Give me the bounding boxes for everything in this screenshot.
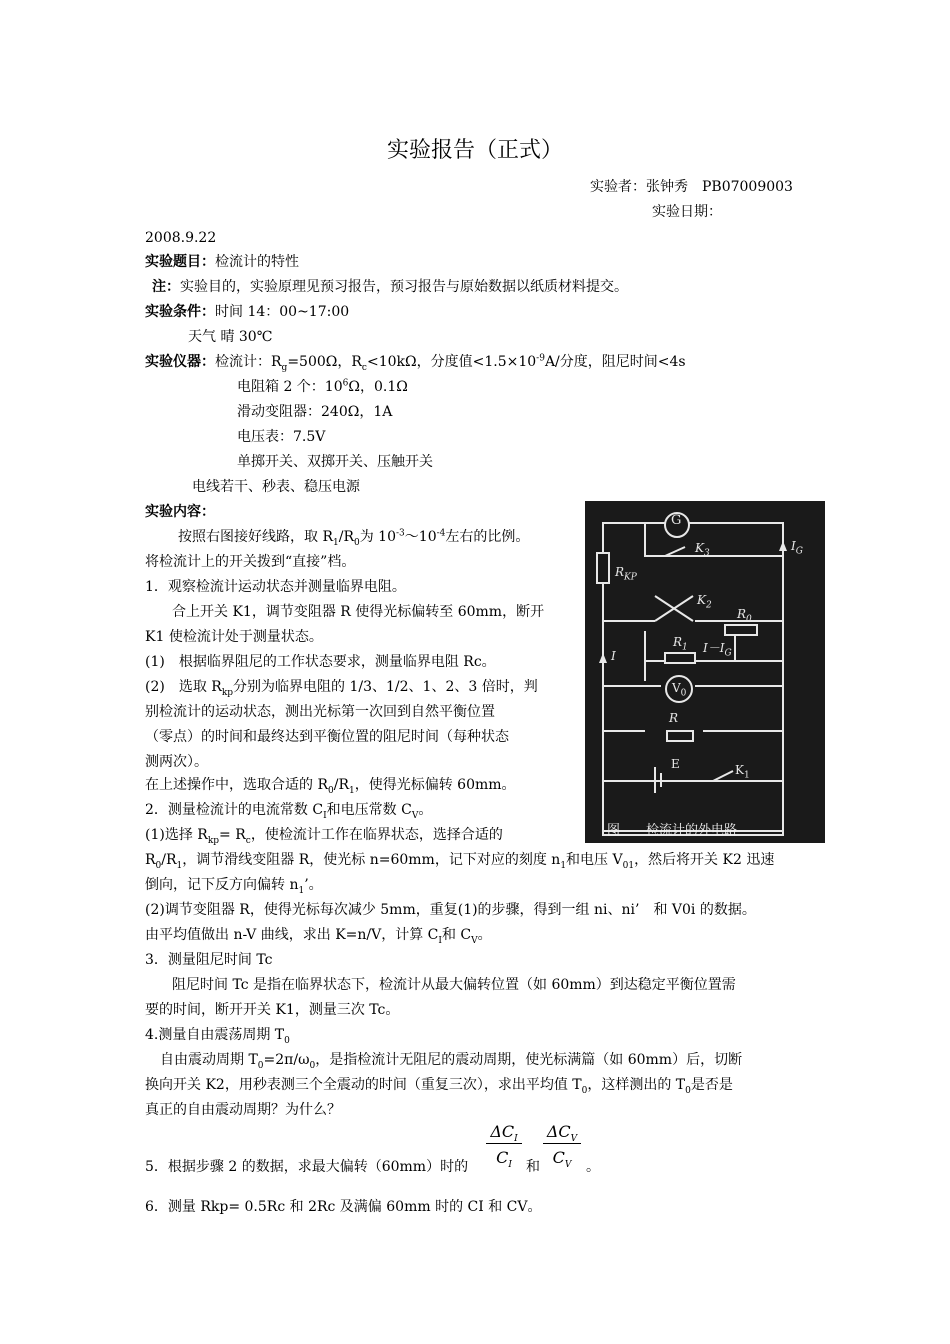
s2-title-subI: I [323, 810, 327, 821]
s1-2a [145, 677, 538, 697]
galv-sub-g: g [281, 362, 288, 373]
switches: 单掷开关、双掷开关、压触开关 [237, 454, 433, 470]
s2-1-subn1: 1 [560, 860, 567, 871]
s2-1g: 和电压 V [566, 852, 623, 868]
s1-title: 1．观察检流计运动状态并测量临界电阻。 [145, 579, 406, 595]
subject-line [145, 252, 299, 272]
s4-p1c: ，是指检流计无阻尼的震动周期，使光标满篇（如 60mm）后，切断 [315, 1052, 743, 1068]
frac1-den-text: C [496, 1148, 509, 1167]
rkp-resistor [597, 553, 609, 583]
intro1-exp3: -3 [396, 528, 405, 539]
label-k3-text: K [695, 541, 704, 555]
s2-title-subV: V [411, 810, 419, 821]
misc: 电线若干、秒表、稳压电源 [192, 479, 360, 495]
circuit-figure [585, 501, 825, 843]
frac2-num [543, 1122, 581, 1144]
instruments-label: 实验仪器： [145, 354, 215, 370]
box-exp: 6 [342, 378, 349, 389]
rheostat: 滑动变阻器：240Ω，1A [237, 404, 393, 420]
s1-2d: （零点）的时间和最终达到平衡位置的阻尼时间（每种状态 [145, 729, 509, 745]
label-i-minus [703, 639, 732, 659]
s1-p2: K1 使检流计处于测量状态。 [145, 629, 323, 645]
s2-title-b: 和电压常数 C [326, 802, 412, 818]
label-ig-text: I [791, 539, 796, 553]
intro1-sub0: 0 [354, 537, 360, 548]
label-k1-sub: 1 [743, 770, 750, 781]
date: 2008.9.22 [145, 230, 217, 246]
label-r0 [737, 607, 752, 625]
s4-title-a: 4.测量自由震荡周期 T [145, 1027, 285, 1043]
s4-p1 [160, 1050, 742, 1070]
s4-p1b: =2π/ω [263, 1052, 310, 1068]
intro1-a: 按照右图接好线路，取 R [178, 529, 333, 545]
s2-1j: ’。 [304, 877, 323, 893]
s1-2c: 别检流计的运动状态，测出光标第一次回到自然平衡位置 [145, 704, 495, 720]
label-ig [791, 539, 803, 557]
i-arrow-icon [599, 653, 607, 663]
s2-1i: 倒向，记下反方向偏转 n [145, 877, 299, 893]
note-line [152, 277, 628, 297]
label-g: G [671, 513, 682, 528]
s1-2a-text: (2) 选取 R [145, 679, 222, 695]
s2-1-line2 [145, 850, 774, 870]
label-ig-sub: G [795, 546, 803, 557]
frac1-den-sub: I [508, 1160, 512, 1171]
s1-2e: 测两次）。 [145, 754, 208, 770]
s2-1c: ，使检流计工作在临界状态，选择合适的 [250, 827, 503, 843]
s2-1-sub0: 0 [155, 860, 162, 871]
s2-1-sub01: 01 [622, 860, 635, 871]
s2-1-sub1: 1 [176, 860, 183, 871]
frac2-den-sub: V [564, 1160, 572, 1171]
content-label: 实验内容： [145, 504, 215, 520]
s2-3 [145, 925, 492, 945]
ig-arrow-icon [779, 541, 787, 551]
conditions-weather: 天气 晴 30℃ [188, 329, 273, 345]
s2-title [145, 800, 432, 820]
s4-p1-sub0b: 0 [309, 1060, 316, 1071]
s1-p: 合上开关 K1，调节变阻器 R 使得光标偏转至 60mm，断开 [172, 604, 545, 620]
intro1-d: ～10 [404, 529, 437, 545]
s4-p2a: 换向开关 K2，用秒表测三个全震动的时间（重复三次），求出平均值 T [145, 1077, 582, 1093]
s4-title [145, 1025, 290, 1045]
s4-p2c: 是否是 [690, 1077, 733, 1093]
voltmeter: 电压表：7.5V [237, 429, 326, 445]
frac2-num-sub: V [570, 1134, 578, 1145]
r0-resistor [725, 625, 757, 635]
intro2: 将检流计上的开关拨到“直接”档。 [145, 554, 356, 570]
label-v0 [672, 681, 687, 699]
s2-1-subkp: kp [207, 835, 220, 846]
label-k3 [695, 541, 710, 559]
label-k2-sub: 2 [705, 600, 712, 611]
frac1-num [486, 1122, 522, 1144]
label-e: E [671, 757, 680, 771]
s4-p2-sub0a: 0 [581, 1085, 588, 1096]
s2-3b: 和 C [441, 927, 472, 943]
label-rkp [615, 565, 637, 583]
s2-3-subI: I [438, 935, 442, 946]
s2-1 [145, 825, 503, 845]
s1-2b: 分别为临界电阻的 1/3、1/2、1、2、3 倍时，判 [233, 679, 538, 695]
s1-3a: 在上述操作中，选取合适的 R [145, 777, 328, 793]
conditions-label: 实验条件： [145, 304, 215, 320]
label-i-minus-text: I－I [703, 641, 725, 655]
note-label: 注： [152, 279, 180, 295]
frac2-num-text: ΔC [546, 1122, 571, 1141]
s5-text: 5．根据步骤 2 的数据，求最大偏转（60mm）时的 [145, 1159, 469, 1175]
label-v0-sub: 0 [680, 688, 687, 699]
s2-1-line3 [145, 875, 323, 895]
s1-2a-sub: kp [221, 687, 234, 698]
s1-3c: ，使得光标偏转 60mm。 [354, 777, 516, 793]
label-k3-sub: 3 [703, 548, 710, 559]
s4-p2-sub0b: 0 [685, 1085, 691, 1096]
subject-value: 检流计的特性 [215, 254, 299, 270]
instruments-line [145, 352, 686, 372]
s4-title-sub0: 0 [284, 1035, 290, 1046]
resistor-box [237, 377, 408, 397]
label-r1-text: R [673, 635, 683, 649]
s2-1b: = R [219, 827, 246, 843]
galv-b: =500Ω，R [287, 354, 362, 370]
s1-3-sub1: 1 [349, 785, 355, 796]
subject-label: 实验题目： [145, 254, 215, 270]
s1-3b: /R [333, 777, 349, 793]
frac1-num-sub: I [514, 1134, 518, 1145]
s5-and: 和 [526, 1159, 540, 1175]
label-r: R [669, 711, 679, 725]
label-r0-sub: 0 [746, 614, 752, 625]
experimenter: 实验者：张钟秀 PB07009003 [590, 179, 793, 195]
fraction-dci [486, 1122, 522, 1171]
label-rkp-sub: KP [624, 572, 637, 583]
s6: 6．测量 Rkp= 0.5Rc 和 2Rc 及满偏 60mm 时的 CI 和 CV。 [145, 1199, 542, 1215]
s2-3a: 由平均值做出 n-V 曲线，求出 K=n/V，计算 C [145, 927, 439, 943]
date-label: 实验日期： [652, 204, 722, 220]
note-value: 实验目的，实验原理见预习报告，预习报告与原始数据以纸质材料提交。 [180, 279, 628, 295]
s2-title-c: 。 [418, 802, 433, 818]
intro1-c: 为 10 [359, 529, 396, 545]
label-rkp-text: R [615, 565, 625, 579]
label-i-minus-sub: G [724, 648, 732, 659]
s2-1-subc: c [245, 835, 251, 846]
s4-p3: 真正的自由震动周期？为什么？ [145, 1102, 341, 1118]
s1-1: (1) 根据临界阻尼的工作状态要求，测量临界电阻 Rc。 [145, 654, 496, 670]
conditions-line [145, 302, 349, 322]
box-a: 电阻箱 2 个：10 [237, 379, 343, 395]
label-i: I [611, 649, 616, 663]
s2-title-a: 2．测量检流计的电流常数 C [145, 802, 324, 818]
s4-p2b: ，这样测出的 T [587, 1077, 686, 1093]
s3-p1: 阻尼时间 Tc 是指在临界状态下，检流计从最大偏转位置（如 60mm）到达稳定平衡位置需 [172, 977, 736, 993]
s5-end: 。 [586, 1159, 600, 1175]
r-resistor [667, 731, 693, 741]
intro1 [178, 527, 529, 547]
s1-3 [145, 775, 516, 795]
s2-1h: ，然后将开关 K2 迅速 [634, 852, 775, 868]
frac2-den-text: C [552, 1148, 565, 1167]
galv-d: A/分度，阻尼时间<4s [544, 354, 686, 370]
s3-p2: 要的时间，断开开关 K1，测量三次 Tc。 [145, 1002, 400, 1018]
galv-sub-c: c [361, 362, 367, 373]
page-title: 实验报告（正式） [386, 138, 563, 163]
box-b: Ω，0.1Ω [348, 379, 408, 395]
s4-p1-sub0a: 0 [257, 1060, 264, 1071]
frac1-den [486, 1144, 522, 1171]
s2-3c: 。 [477, 927, 492, 943]
label-k1 [735, 763, 750, 781]
intro1-e: 左右的比例。 [445, 529, 530, 545]
s2-1d: R [145, 852, 156, 868]
s3-title: 3．测量阻尼时间 Tc [145, 952, 273, 968]
k2-switch [655, 596, 693, 621]
intro1-sub1: 1 [333, 537, 339, 548]
label-k1-text: K [735, 763, 744, 777]
s2-1e: /R [161, 852, 177, 868]
s1-3-sub0: 0 [328, 785, 334, 796]
s2-1f: ，调节滑线变阻器 R，使光标 n=60mm，记下对应的刻度 n [182, 852, 561, 868]
s4-p2 [145, 1075, 733, 1095]
label-r1-sub: 1 [682, 642, 688, 653]
fraction-dcv [543, 1122, 581, 1171]
label-v0-text: V [672, 681, 681, 695]
label-k2-text: K [697, 593, 706, 607]
intro1-exp4: -4 [436, 528, 446, 539]
label-k2 [697, 593, 712, 611]
figure-caption: 图 检流计的外电路 [607, 823, 738, 838]
label-r1 [673, 635, 688, 653]
galv-a: 检流计：R [215, 354, 282, 370]
frac2-den [543, 1144, 581, 1171]
galv-c: <10kΩ，分度值<1.5×10 [366, 354, 537, 370]
label-r0-text: R [737, 607, 747, 621]
conditions-time: 时间 14：00~17:00 [215, 304, 350, 320]
r1-resistor [665, 653, 695, 663]
galv-exp: -9 [536, 353, 545, 364]
s2-1-subni: 1 [298, 885, 305, 896]
s4-p1a: 自由震动周期 T [160, 1052, 258, 1068]
s2-2: (2)调节变阻器 R，使得光标每次减少 5mm，重复(1)的步骤，得到一组 ni、ni’ 和 V0i 的数据。 [145, 902, 756, 918]
intro1-b: /R [338, 529, 354, 545]
s2-3-subV: V [471, 935, 478, 946]
frac1-num-text: ΔC [490, 1122, 515, 1141]
s2-1a: (1)选择 R [145, 827, 208, 843]
